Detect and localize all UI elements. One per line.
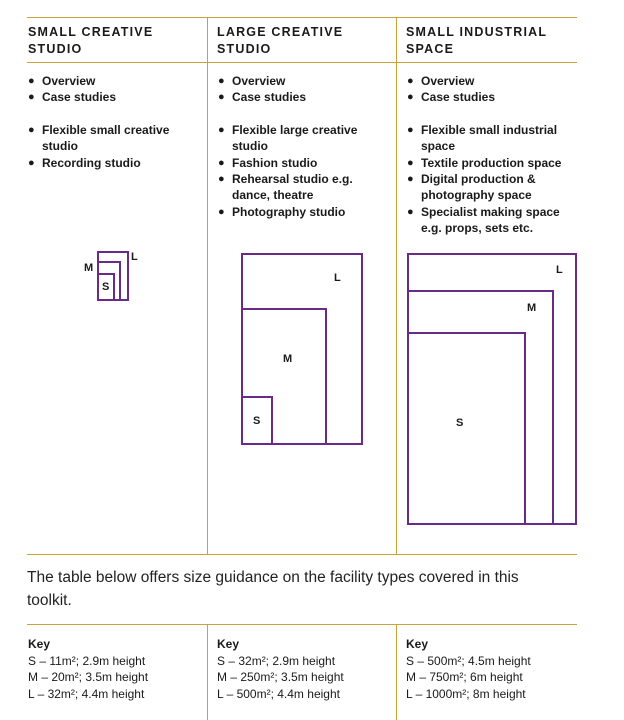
list-item: ● Rehearsal studio e.g. dance, theatre xyxy=(218,172,353,203)
bullet-icon: ● xyxy=(407,91,414,104)
size-m-label: M xyxy=(283,353,293,365)
bullet-icon: ● xyxy=(218,75,225,87)
case-studies-link[interactable]: ● Case studies xyxy=(407,90,496,105)
list-item: ● Flexible small creative studio xyxy=(28,122,170,154)
bullet-icon: ● xyxy=(407,205,414,218)
list-item: ● Flexible small industrial space xyxy=(407,122,558,154)
key-divider-1 xyxy=(207,624,208,720)
bullet-icon: ● xyxy=(407,173,414,186)
bullet-icon: ● xyxy=(407,156,414,169)
list-item: ● Flexible large creative studio xyxy=(218,122,358,154)
list-item: ● Digital production & photography space xyxy=(407,172,536,203)
key-size-l: L – 500m²; 4.4m height xyxy=(217,686,340,701)
bullet-icon: ● xyxy=(28,123,35,136)
key-size-s: S – 500m²; 4.5m height xyxy=(406,653,531,668)
key-divider-2 xyxy=(396,624,397,720)
size-l-outline xyxy=(408,254,576,524)
bullet-icon: ● xyxy=(218,91,225,104)
key-size-s: S – 11m²; 2.9m height xyxy=(28,653,146,668)
key-size-s: S – 32m²; 2.9m height xyxy=(217,653,336,668)
size-l-label: L xyxy=(131,251,138,263)
case-studies-link[interactable]: ● Case studies xyxy=(28,90,117,105)
overview-link[interactable]: ● Overview xyxy=(28,74,96,88)
bullet-icon: ● xyxy=(218,156,225,169)
size-key-large-creative xyxy=(217,636,344,702)
size-s-label: S xyxy=(253,415,261,427)
size-s-label: S xyxy=(102,281,110,293)
column-divider-2 xyxy=(396,17,397,554)
list-item: ● Specialist making space e.g. props, sets etc. xyxy=(407,204,560,236)
top-rule xyxy=(27,17,577,18)
bullet-icon: ● xyxy=(407,123,414,136)
size-m-label: M xyxy=(84,262,94,274)
size-diagram-small-industrial xyxy=(402,248,582,530)
key-size-l: L – 1000m²; 8m height xyxy=(406,686,526,701)
size-diagram-small-creative xyxy=(80,248,140,304)
bullet-icon: ● xyxy=(218,173,225,186)
bullet-icon: ● xyxy=(28,75,35,87)
case-studies-link[interactable]: ● Case studies xyxy=(218,90,307,105)
key-title: Key xyxy=(217,637,240,651)
size-key-small-creative xyxy=(28,636,148,702)
header-rule xyxy=(27,62,577,63)
key-rule xyxy=(27,624,577,625)
column-title-small-industrial-space: SMALL INDUSTRIAL SPACE xyxy=(406,25,548,56)
list-item: ● Fashion studio xyxy=(218,155,318,170)
overview-link[interactable]: ● Overview xyxy=(407,74,475,88)
table-bottom-rule xyxy=(27,554,577,555)
list-item: ● Photography studio xyxy=(218,204,346,219)
size-key-small-industrial xyxy=(406,636,531,702)
facility-list-large-creative xyxy=(218,73,393,220)
column-divider-1 xyxy=(207,17,208,554)
list-item: ● Textile production space xyxy=(407,155,562,170)
column-title-large-creative-studio: LARGE CREATIVE STUDIO xyxy=(217,25,344,56)
key-title: Key xyxy=(28,637,51,651)
key-size-m: M – 750m²; 6m height xyxy=(406,670,523,684)
size-s-outline xyxy=(408,333,525,524)
bullet-icon: ● xyxy=(218,205,225,218)
key-title: Key xyxy=(406,637,429,651)
size-m-label: M xyxy=(527,302,537,314)
bullet-icon: ● xyxy=(407,75,414,87)
size-s-label: S xyxy=(456,417,464,429)
key-size-m: M – 20m²; 3.5m height xyxy=(28,670,149,684)
key-size-m: M – 250m²; 3.5m height xyxy=(217,670,344,684)
facility-list-small-creative xyxy=(28,73,203,171)
list-item: ● Recording studio xyxy=(28,155,141,170)
column-title-small-creative-studio: SMALL CREATIVE STUDIO xyxy=(28,25,154,56)
bullet-icon: ● xyxy=(28,156,35,169)
size-diagram-large-creative xyxy=(236,248,368,450)
bullet-icon: ● xyxy=(28,91,35,104)
size-m-outline xyxy=(408,291,553,524)
bullet-icon: ● xyxy=(218,123,225,136)
facility-list-small-industrial xyxy=(407,73,582,237)
key-size-l: L – 32m²; 4.4m height xyxy=(28,686,145,701)
size-l-label: L xyxy=(556,264,563,276)
intro-text: The table below offers size guidance on the facility types covered in this toolkit. xyxy=(27,569,519,609)
size-l-label: L xyxy=(334,272,341,284)
overview-link[interactable]: ● Overview xyxy=(218,74,286,88)
